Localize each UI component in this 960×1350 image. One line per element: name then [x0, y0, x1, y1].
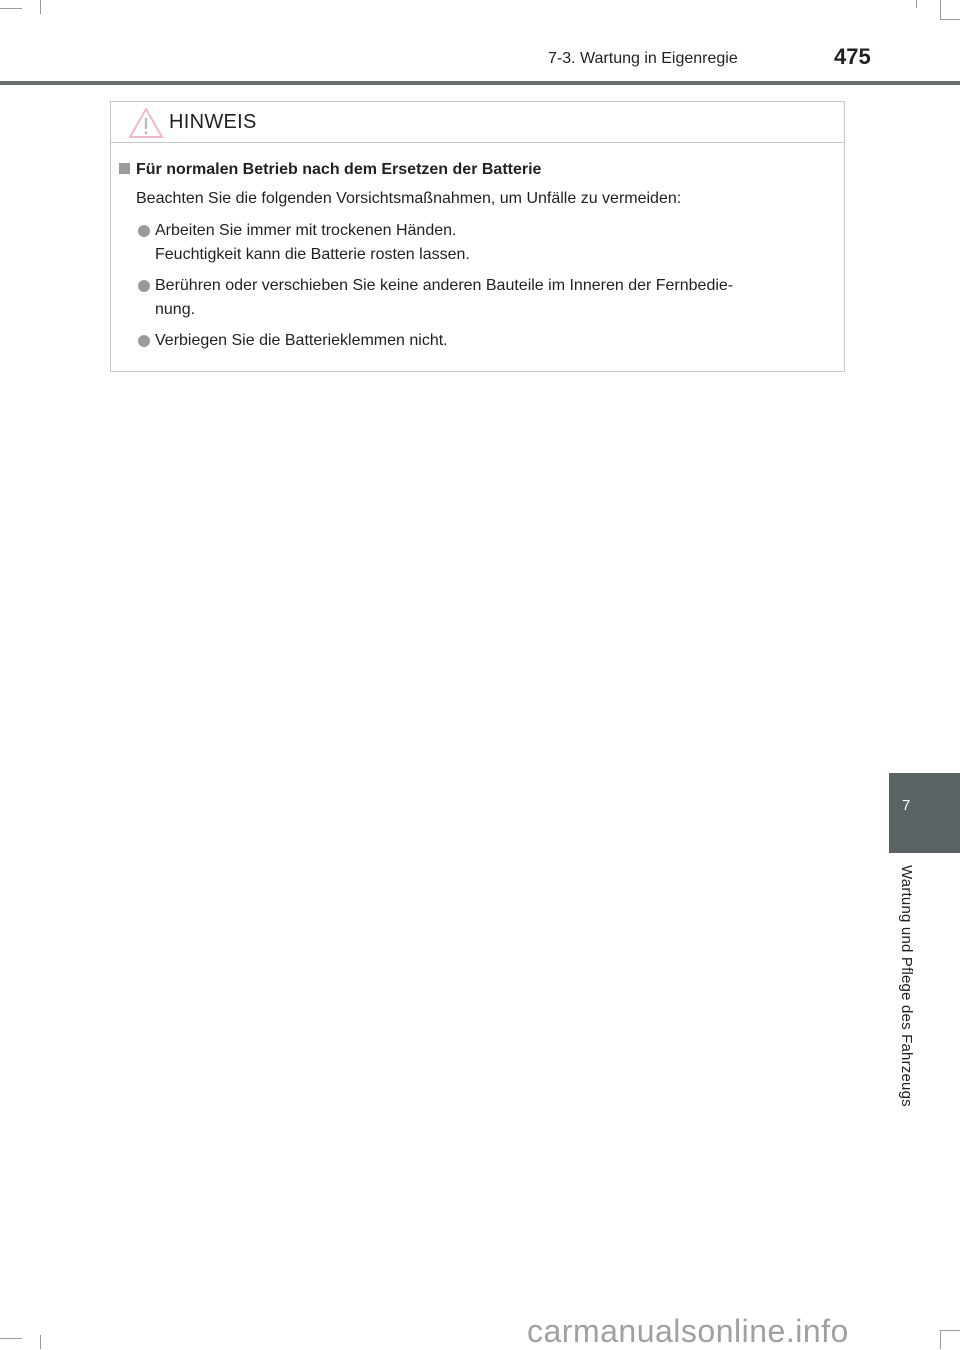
crop-mark	[40, 1335, 41, 1349]
round-bullet-icon	[138, 335, 150, 347]
notice-box	[110, 101, 845, 372]
crop-mark	[916, 0, 917, 8]
notice-title: HINWEIS	[169, 111, 257, 133]
list-item-line: nung.	[155, 301, 196, 318]
list-item	[138, 274, 843, 322]
chapter-number: 7	[902, 797, 911, 814]
header-divider	[0, 81, 960, 85]
round-bullet-icon	[138, 280, 150, 292]
warning-triangle-icon	[128, 107, 164, 139]
list-item	[138, 219, 843, 267]
list-item-line: Feuchtigkeit kann die Batterie rosten lassen.	[155, 246, 470, 263]
crop-mark	[940, 1330, 960, 1331]
crop-mark	[940, 0, 941, 20]
section-heading-text: Für normalen Betrieb nach dem Ersetzen der Batterie	[136, 161, 542, 178]
chapter-label: Wartung und Pflege des Fahrzeugs	[898, 865, 915, 1107]
crop-mark	[0, 8, 22, 9]
list-item-line: Arbeiten Sie immer mit trockenen Händen.	[155, 222, 457, 239]
chapter-tab	[889, 773, 960, 853]
header-section-title: 7-3. Wartung in Eigenregie	[548, 50, 738, 67]
square-bullet-icon	[119, 163, 130, 174]
notice-header	[111, 102, 844, 143]
list-item-line: Berühren oder verschieben Sie keine anderen Bauteile im Inneren der Fernbedie-	[155, 277, 734, 294]
page-number: 475	[834, 44, 871, 69]
intro-paragraph: Beachten Sie die folgenden Vorsichtsmaßnahmen, um Unfälle zu vermeiden:	[136, 190, 682, 207]
crop-mark	[0, 1338, 22, 1339]
section-heading	[119, 161, 541, 179]
list-item-line: Verbiegen Sie die Batterieklemmen nicht.	[155, 332, 448, 349]
list-item	[138, 329, 843, 353]
crop-mark	[940, 1330, 941, 1349]
watermark: carmanualsonline.info	[527, 1313, 849, 1349]
round-bullet-icon	[138, 225, 150, 237]
crop-mark	[940, 19, 960, 20]
crop-mark	[40, 0, 41, 14]
